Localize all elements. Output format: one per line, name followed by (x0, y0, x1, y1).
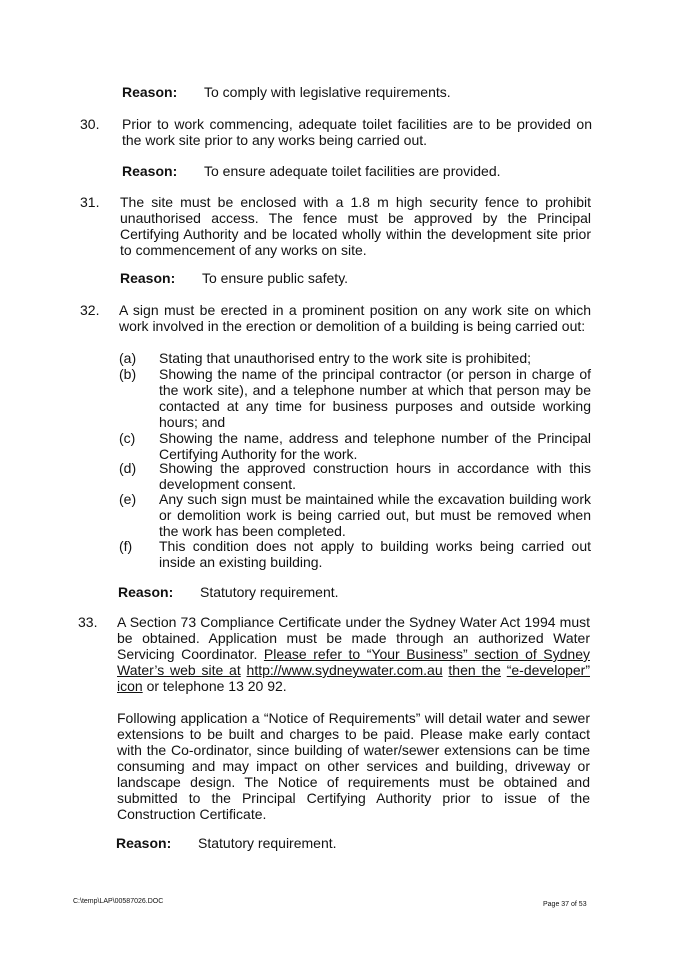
list-item-text: This condition does not apply to building works being carried out inside an existing building. (159, 538, 591, 570)
reason-row-32 (118, 584, 598, 600)
reason-row-33 (116, 835, 596, 851)
condition-number-31: 31. (80, 194, 100, 210)
reason-label: Reason: (122, 163, 178, 179)
list-item-text: Any such sign must be maintained while the excavation building work or demolition work is being carried out, but must be removed when the work has been completed. (159, 491, 591, 539)
footer-page-number: Page 37 of 53 (543, 901, 587, 908)
list-item-label: (d) (119, 460, 137, 476)
condition-text-end: or telephone 13 20 92. (142, 678, 287, 694)
list-item-label: (f) (119, 538, 133, 554)
condition-number-33: 33. (78, 614, 98, 630)
reason-text: To ensure adequate toilet facilities are provided. (204, 163, 501, 179)
condition-text-32: A sign must be erected in a prominent position on any work site on which work involved in the erection or demolition of a building is being carried out: (119, 302, 591, 334)
condition-text-30: Prior to work commencing, adequate toilet facilities are to be provided on the work site prior to any works being carried out. (122, 116, 592, 148)
list-item-text: Showing the name, address and telephone number of the Principal Certifying Authority for the work. (159, 430, 591, 462)
reason-text: To ensure public safety. (202, 270, 349, 286)
reason-label: Reason: (122, 84, 178, 100)
condition-text-33 (117, 614, 590, 694)
reason-label: Reason: (116, 835, 172, 851)
reason-text: Statutory requirement. (198, 835, 337, 851)
reason-label: Reason: (118, 584, 174, 600)
reason-row-31 (120, 270, 600, 286)
condition-paragraph-33-notice: Following application a “Notice of Requirements” will detail water and sewer extensions to be built and charges to be paid. Please make early contact with the Co-ordinator, since building of water/sewer extensions can be time consuming and may impact on other services and building, driveway or landscape design. The Notice of requirements must be obtained and submitted to the Principal Certifying Authority prior to issue of the Construction Certificate. (117, 710, 590, 822)
reason-row-30 (122, 163, 602, 179)
list-item-text: Showing the approved construction hours in accordance with this development consent. (159, 460, 591, 492)
condition-number-32: 32. (80, 302, 100, 318)
condition-text-31: The site must be enclosed with a 1.8 m high security fence to prohibit unauthorised access. The fence must be approved by the Principal Certifying Authority and be located wholly within the development site prior to commencement of any works on site. (120, 194, 591, 258)
condition-number-30: 30. (80, 116, 100, 132)
reason-text: To comply with legislative requirements. (204, 84, 451, 100)
then-the-link-text[interactable]: then the (448, 662, 501, 678)
footer-file-path: C:\temp\LAP\00587026.DOC (73, 898, 164, 905)
sydney-water-reference-link[interactable]: Please refer to “Your Business” section of Sydney Water’s web site at (117, 646, 590, 678)
list-item-text: Stating that unauthorised entry to the work site is prohibited; (159, 350, 531, 366)
reason-label: Reason: (120, 270, 176, 286)
list-item-label: (b) (119, 366, 137, 382)
list-item-text: Showing the name of the principal contractor (or person in charge of the work site), and a telephone number at which that person may be contacted at any time for business purposes and outside working hours; and (159, 366, 591, 430)
condition-text-start: A Section 73 Compliance Certificate under the Sydney Water Act 1994 must be obtained. Application must be made through an authorized Water Servicing Coordinator. (117, 614, 590, 662)
e-developer-icon-link[interactable]: “e-developer” icon (117, 662, 590, 694)
sydney-water-url-link[interactable]: http://www.sydneywater.com.au (246, 662, 443, 678)
reason-text: Statutory requirement. (200, 584, 339, 600)
list-item-label: (c) (119, 430, 136, 446)
list-item-label: (a) (119, 350, 137, 366)
list-item-label: (e) (119, 491, 137, 507)
reason-row-29 (122, 84, 602, 100)
